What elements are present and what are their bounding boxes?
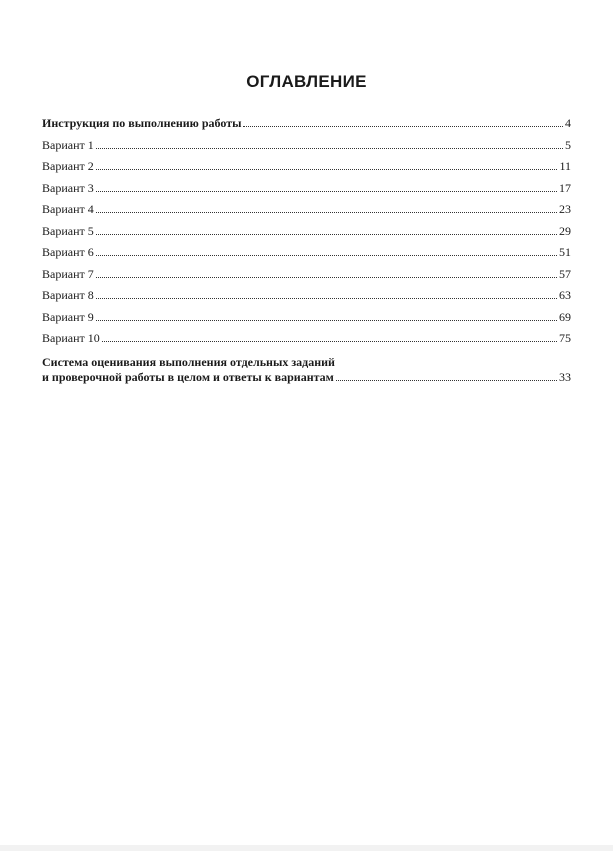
- toc-entry-variant-10[interactable]: [42, 331, 571, 353]
- toc-entry-line2-row: [42, 370, 571, 385]
- toc-entry-variant-6[interactable]: [42, 245, 571, 267]
- toc-page-number: 57: [559, 266, 571, 281]
- toc-entry-label-line1: Система оценивания выполнения отдельных заданий: [42, 354, 335, 369]
- toc-leader-dots: [96, 277, 557, 278]
- toc-entry-label-line2: и проверочной работы в целом и ответы к вариантам: [42, 369, 334, 384]
- toc-entry-label: Вариант 9: [42, 309, 94, 324]
- toc-leader-dots: [96, 212, 557, 213]
- toc-entry-variant-3[interactable]: [42, 181, 571, 203]
- toc-entry-label: Вариант 5: [42, 223, 94, 238]
- toc-page-number: 23: [559, 202, 571, 216]
- toc-page-number: 51: [559, 245, 571, 259]
- toc-entry-variant-8[interactable]: [42, 288, 571, 310]
- table-of-contents: [42, 116, 571, 385]
- toc-entry-label: Вариант 2: [42, 159, 94, 173]
- toc-entry-instructions[interactable]: [42, 116, 571, 138]
- page-bottom-edge: [0, 845, 613, 851]
- toc-leader-dots: [96, 191, 557, 192]
- toc-leader-dots: [96, 148, 563, 149]
- toc-entry-assessment-system[interactable]: [42, 355, 571, 385]
- toc-leader-dots: [102, 341, 557, 342]
- toc-page-number: 75: [559, 331, 571, 345]
- toc-leader-dots: [96, 234, 557, 235]
- toc-entry-label: Вариант 7: [42, 266, 94, 281]
- toc-entry-variant-9[interactable]: [42, 310, 571, 332]
- toc-page-number: 5: [565, 137, 571, 152]
- toc-leader-dots: [96, 169, 558, 170]
- toc-entry-variant-5[interactable]: [42, 224, 571, 246]
- toc-page-number: 11: [559, 159, 571, 173]
- toc-page-number: 63: [559, 288, 571, 302]
- toc-entry-variant-7[interactable]: [42, 267, 571, 289]
- toc-leader-dots: [336, 380, 557, 381]
- toc-entry-variant-1[interactable]: [42, 138, 571, 160]
- toc-page-number: 69: [559, 309, 571, 324]
- toc-leader-dots: [96, 255, 557, 256]
- toc-page-number: 17: [559, 180, 571, 195]
- toc-entry-label: Вариант 3: [42, 180, 94, 195]
- toc-entry-label: Инструкция по выполнению работы: [42, 116, 242, 130]
- toc-page-number: 4: [565, 116, 571, 130]
- toc-page-number: 29: [559, 223, 571, 238]
- toc-leader-dots: [243, 126, 563, 127]
- toc-entry-label: Вариант 1: [42, 137, 94, 152]
- toc-entry-label: Вариант 10: [42, 331, 100, 345]
- toc-entry-label: Вариант 4: [42, 202, 94, 216]
- toc-entry-label: Вариант 8: [42, 288, 94, 302]
- toc-page-number: 33: [559, 369, 571, 384]
- page-title: ОГЛАВЛЕНИЕ: [246, 72, 367, 91]
- toc-entry-variant-2[interactable]: [42, 159, 571, 181]
- toc-leader-dots: [96, 298, 557, 299]
- toc-leader-dots: [96, 320, 557, 321]
- toc-entry-label: Вариант 6: [42, 245, 94, 259]
- toc-entry-variant-4[interactable]: [42, 202, 571, 224]
